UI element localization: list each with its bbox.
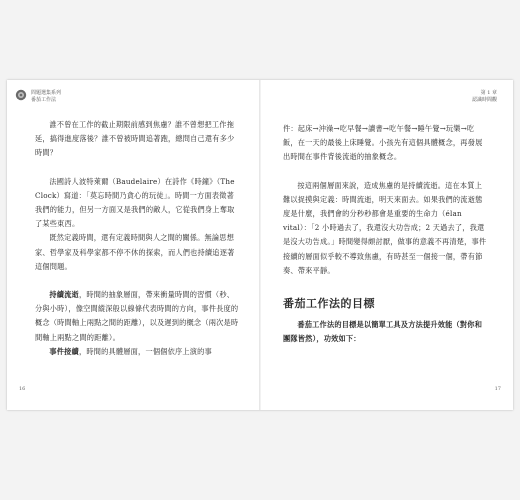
section-heading: 番茄工作法的目標 xyxy=(283,297,375,310)
right-body-text-2 xyxy=(283,318,489,346)
chapter-title: 認識時間觀 xyxy=(471,97,497,103)
series-name: 問題選集系列 xyxy=(31,90,62,96)
left-page xyxy=(7,80,259,410)
book-title: 番茄工作法 xyxy=(31,97,57,103)
running-header-right xyxy=(472,90,497,104)
page-number-left: 16 xyxy=(19,386,26,392)
running-header-left xyxy=(31,90,61,104)
paragraph: 誰不曾在工作的截止期限前感到焦慮？誰不曾想把工作拖延，搞得進度落後？誰不曾被時間追著跑，總問自己還有多少時間？ xyxy=(35,120,235,158)
right-page xyxy=(261,80,513,410)
term-continuous: 持續流逝 xyxy=(49,290,79,300)
paragraph: 法國詩人波特萊爾（Baudelaire）在詩作《時鐘》（The Clock）寫道：「莫忘時間乃貪心的玩徒」。時間一方面表徵著我們的能力，但另一方面又是我們的敵人，它從我們身上奪取了某些東西。 xyxy=(35,176,235,229)
paragraph: 按這兩個層面來說，造成焦慮的是持續流逝。這在本質上難以捉摸與定義：時間流逝，明天來面去。如果我們的流逝態度是什麼，我們會的分秒秒都會是重要的生命力（élan vital）：「2 小時過去了，我還沒大功告成；2 天過去了，我還是沒大功告成。」時間變得頗討厭，做事的意義不再清楚，事件接續的層面似乎較不導致焦慮，有時甚至一個接一個，帶有節奏、帶來平靜。 xyxy=(283,180,487,275)
page-number-right: 17 xyxy=(494,386,501,392)
paragraph: 事件接續，時間的具體層面，一個個依序上演的事 xyxy=(49,346,212,356)
series-logo-icon xyxy=(15,89,27,101)
chapter-number: 第 1 章 xyxy=(480,90,497,96)
term-succession: 事件接續 xyxy=(49,346,79,356)
right-body-text xyxy=(283,122,489,278)
paragraph: 件：起床→沖澡→吃早餐→讀書→吃午餐→睡午覺→玩樂→吃飯，在一天的最後上床睡覺。小孩先有這個具體概念，再發展出時間在事件背後流逝的抽象概念。 xyxy=(283,124,483,162)
paragraph: 既然定義時間，還有定義時間與人之間的關係。無論思想家、哲學家及科學家都不停不休的探索，而人們也持續追逐著這個問題。 xyxy=(35,233,235,271)
left-body-text xyxy=(35,118,239,359)
book-spread xyxy=(7,80,513,410)
paragraph: 番茄工作法的目標是以簡單工具及方法提升效能（對你和團隊皆然），功效如下： xyxy=(283,320,483,344)
paragraph: 持續流逝，時間的抽象層面，帶來衝量時間的習慣（秒、分與小時），像空間縱深般以線條代表時間的方向，事件長度的概念（時間軸上兩點之間的距離），以及遲到的概念（兩次是時間軸上兩點之間的距離）。 xyxy=(35,290,239,342)
